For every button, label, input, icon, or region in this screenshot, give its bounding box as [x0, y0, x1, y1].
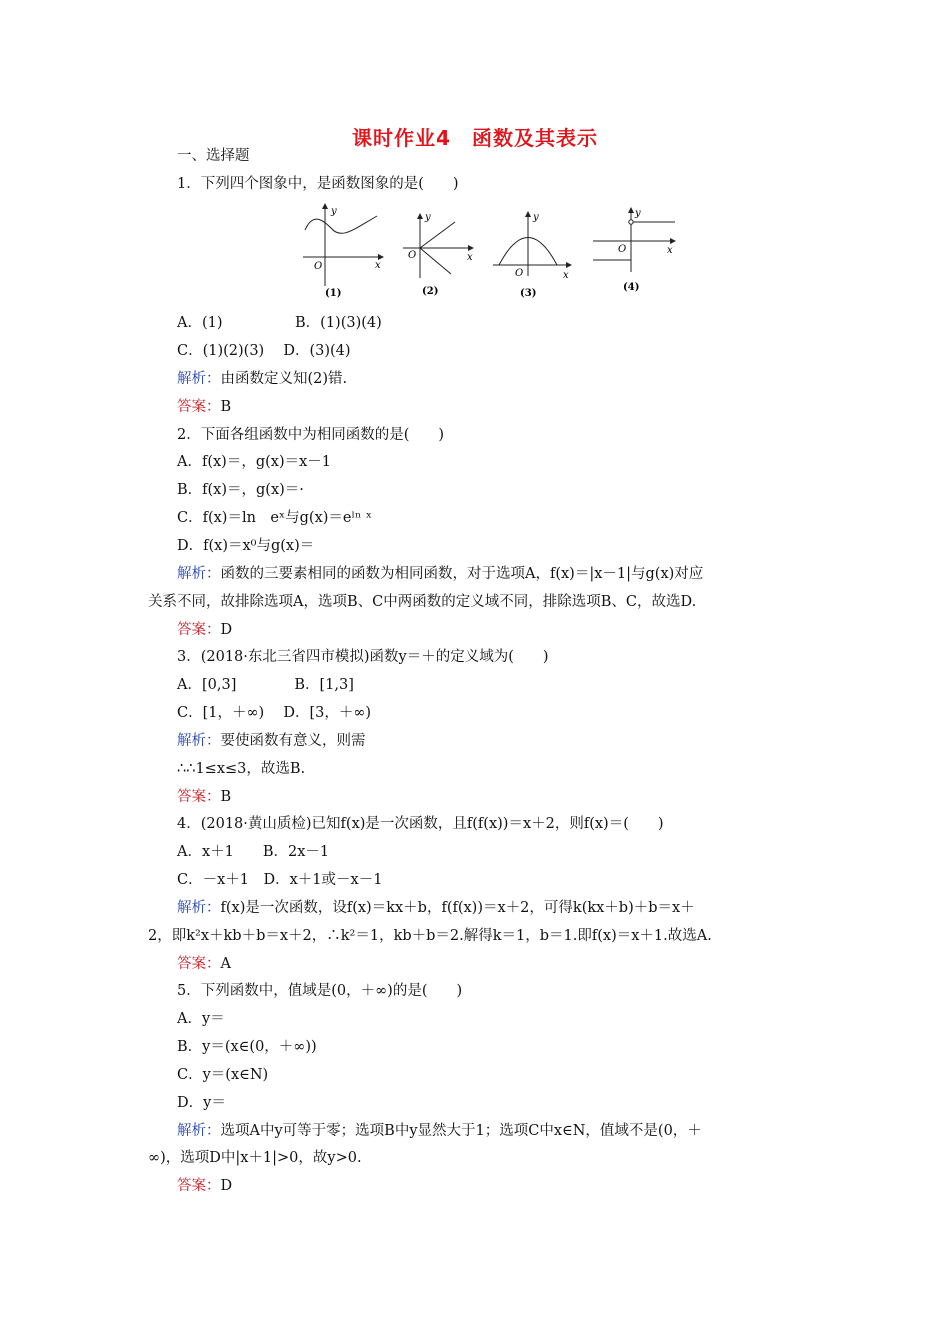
- fig3-caption: (3): [520, 288, 537, 299]
- fig1-caption: (1): [325, 288, 342, 299]
- q2-stem: 2．下面各组函数中为相同函数的是( ): [177, 427, 445, 443]
- analysis-label: 解析：: [177, 371, 221, 387]
- fig3-y-label: y: [533, 212, 539, 223]
- q4-analysis-text-2: 2，即k²x＋kb＋b＝x＋2，∴k²＝1，kb＋b＝2.解得k＝1，b＝1.即f(x)＝x＋1.故选A.: [148, 928, 712, 944]
- page-title: 课时作业4 函数及其表示: [352, 126, 598, 150]
- fig3-origin-label: O: [515, 268, 524, 279]
- q3-stem: 3．(2018·东北三省四市模拟)函数y＝＋的定义域为( ): [177, 649, 549, 665]
- q2-option-a: A．f(x)＝，g(x)＝x－1: [177, 454, 332, 470]
- q4-options-ab: A．x＋1 B．2x－1: [177, 844, 330, 860]
- graph-3: [493, 212, 571, 299]
- graph-2: [403, 212, 473, 297]
- q1-answer: [177, 397, 231, 417]
- analysis-label: 解析：: [177, 566, 221, 582]
- q1-options-cd: C．(1)(2)(3) D．(3)(4): [177, 343, 351, 359]
- q5-option-b: B．y＝(x∈(0，＋∞)): [177, 1039, 317, 1055]
- q1-figures: [295, 200, 685, 300]
- q5-answer-text: D: [220, 1178, 233, 1194]
- q2-analysis-text-1: 函数的三要素相同的函数为相同函数，对于选项A，f(x)＝|x－1|与g(x)对应: [220, 566, 704, 582]
- fig1-x-label: x: [375, 260, 381, 271]
- q4-options-cd: C．－x＋1 D．x＋1或－x－1: [177, 872, 383, 888]
- q1-stem: 1．下列四个图象中，是函数图象的是( ): [177, 176, 459, 192]
- q5-analysis: [177, 1121, 702, 1141]
- q5-option-d: D．y＝: [177, 1095, 226, 1111]
- q5-option-c: C．y＝(x∈N): [177, 1067, 269, 1083]
- q4-analysis: [177, 898, 695, 918]
- graph-1: [303, 204, 383, 299]
- fig4-caption: (4): [623, 282, 640, 293]
- fig4-y-label: y: [635, 208, 641, 219]
- q5-analysis-text-1: 选项A中y可等于零；选项B中y显然大于1；选项C中x∈N，值域不是(0，＋: [220, 1123, 702, 1139]
- q4-answer: [177, 954, 231, 974]
- q2-option-c: C．f(x)＝ln eˣ与g(x)＝eˡⁿ ˣ: [177, 510, 373, 526]
- fig2-origin-label: O: [408, 250, 417, 261]
- q5-option-a: A．y＝: [177, 1011, 225, 1027]
- q3-options-ab: A．[0,3] B．[1,3]: [177, 677, 354, 693]
- fig2-x-label: x: [467, 252, 473, 263]
- q1-analysis: [177, 369, 347, 389]
- answer-label: 答案：: [177, 622, 221, 638]
- fig2-caption: (2): [422, 286, 439, 297]
- q2-answer-text: D: [220, 622, 233, 638]
- fig4-origin-label: O: [618, 244, 627, 255]
- q3-options-cd: C．[1，＋∞) D．[3，＋∞): [177, 705, 372, 721]
- answer-label: 答案：: [177, 956, 221, 972]
- q5-answer: [177, 1176, 232, 1196]
- q2-analysis-text-2: 关系不同，故排除选项A，选项B、C中两函数的定义域不同，排除选项B、C，故选D.: [148, 594, 697, 610]
- analysis-label: 解析：: [177, 900, 221, 916]
- q1-answer-text: B: [220, 399, 232, 415]
- q2-option-d: D．f(x)＝x⁰与g(x)＝: [177, 538, 315, 554]
- q3-answer: [177, 787, 231, 807]
- q2-answer: [177, 620, 232, 640]
- q5-analysis-text-2: ∞)，选项D中|x＋1|>0，故y>0.: [148, 1150, 362, 1166]
- q1-options-ab: A．(1) B．(1)(3)(4): [177, 315, 382, 331]
- graph-4: [593, 208, 675, 293]
- q4-analysis-text-1: f(x)是一次函数，设f(x)＝kx＋b，f(f(x))＝x＋2，可得k(kx＋b)＋b＝x＋: [220, 900, 695, 916]
- answer-label: 答案：: [177, 399, 221, 415]
- q4-stem: 4．(2018·黄山质检)已知f(x)是一次函数，且f(f(x))＝x＋2，则f(x)＝( ): [177, 816, 664, 832]
- fig1-y-label: y: [331, 206, 337, 217]
- q3-analysis-step: ∴∴1≤x≤3，故选B.: [177, 761, 306, 777]
- answer-label: 答案：: [177, 1178, 221, 1194]
- answer-label: 答案：: [177, 789, 221, 805]
- fig3-x-label: x: [563, 270, 569, 281]
- q5-stem: 5．下列函数中，值域是(0，＋∞)的是( ): [177, 983, 463, 999]
- q1-analysis-text: 由函数定义知(2)错.: [220, 371, 348, 387]
- fig1-origin-label: O: [314, 261, 323, 272]
- q3-analysis-text: 要使函数有意义，则需: [220, 733, 366, 749]
- section-heading: 一、选择题: [177, 148, 250, 164]
- q3-analysis: [177, 731, 366, 751]
- q2-option-b: B．f(x)＝，g(x)＝·: [177, 482, 304, 498]
- q3-answer-text: B: [220, 789, 232, 805]
- fig4-x-label: x: [667, 245, 673, 256]
- q2-analysis: [177, 564, 703, 584]
- fig2-y-label: y: [425, 212, 431, 223]
- analysis-label: 解析：: [177, 1123, 221, 1139]
- analysis-label: 解析：: [177, 733, 221, 749]
- q4-answer-text: A: [220, 956, 231, 972]
